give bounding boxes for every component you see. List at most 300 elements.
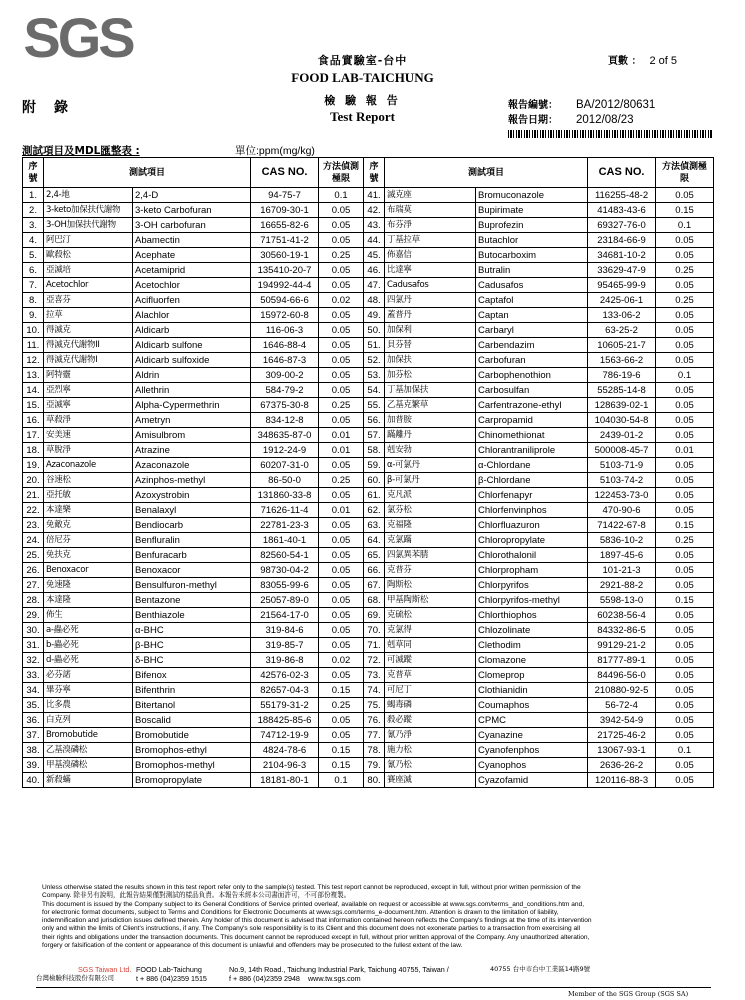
row-no: 78. (364, 743, 385, 758)
row-no: 68. (364, 593, 385, 608)
cas-no: 23184-66-9 (588, 233, 656, 248)
col-no-header: 序號 (23, 158, 44, 188)
row-no: 33. (23, 668, 44, 683)
item-name-en: Captan (476, 308, 588, 323)
mdl-value: 0.05 (319, 383, 364, 398)
mdl-value: 0.05 (319, 563, 364, 578)
mdl-value: 0.25 (319, 473, 364, 488)
table-row (23, 683, 714, 698)
item-name-zh: 免扶克 (44, 548, 133, 563)
item-name-en: Chloropropylate (476, 533, 588, 548)
cas-no: 21725-46-2 (588, 728, 656, 743)
mdl-value: 0.05 (319, 323, 364, 338)
item-name-zh: b-蟲必死 (44, 638, 133, 653)
row-no: 36. (23, 713, 44, 728)
cas-no: 5598-13-0 (588, 593, 656, 608)
row-no: 31. (23, 638, 44, 653)
row-no: 52. (364, 353, 385, 368)
row-no: 79. (364, 758, 385, 773)
item-name-en: Butocarboxim (476, 248, 588, 263)
page-label: 頁數 ： (608, 56, 642, 67)
cas-no: 18181-80-1 (251, 773, 319, 788)
row-no: 22. (23, 503, 44, 518)
cas-no: 1912-24-9 (251, 443, 319, 458)
row-no: 3. (23, 218, 44, 233)
disclaimer-line: their rights and obligations under the transaction documents. This document cannot be reproduced except in full, without prior written approval of the Company. Any unauthorized alteration, (42, 933, 590, 941)
item-name-zh: 2,4-地 (44, 188, 133, 203)
item-name-en: Chlorpropham (476, 563, 588, 578)
item-name-en: δ-BHC (133, 653, 251, 668)
mdl-value: 0.05 (319, 713, 364, 728)
mdl-value: 0.05 (319, 548, 364, 563)
item-name-zh: 比多農 (44, 698, 133, 713)
footer-lab-name: FOOD Lab-Taichung (136, 965, 202, 974)
cas-no: 116255-48-2 (588, 188, 656, 203)
cas-no: 584-79-2 (251, 383, 319, 398)
item-name-zh: 歐殺松 (44, 248, 133, 263)
cas-no: 500008-45-7 (588, 443, 656, 458)
mdl-value: 0.15 (656, 203, 714, 218)
item-name-zh: 克氯蹣 (385, 533, 476, 548)
item-name-zh: Bromobutide (44, 728, 133, 743)
row-no: 11. (23, 338, 44, 353)
mdl-value: 0.15 (319, 743, 364, 758)
item-name-zh: 免速隆 (44, 578, 133, 593)
item-name-zh: 亞烈寧 (44, 383, 133, 398)
row-no: 74. (364, 683, 385, 698)
item-name-zh: 白克列 (44, 713, 133, 728)
table-row (23, 293, 714, 308)
report-info (508, 98, 655, 128)
cas-no: 55285-14-8 (588, 383, 656, 398)
item-name-en: Amisulbrom (133, 428, 251, 443)
mdl-value: 0.05 (656, 188, 714, 203)
cas-no: 74712-19-9 (251, 728, 319, 743)
item-name-en: Bendiocarb (133, 518, 251, 533)
item-name-zh: 亞托敏 (44, 488, 133, 503)
unit-label: 單位:ppm(mg/kg) (235, 145, 315, 157)
item-name-zh: 克凡派 (385, 488, 476, 503)
mdl-value: 0.01 (319, 428, 364, 443)
table-row (23, 623, 714, 638)
item-name-en: Abamectin (133, 233, 251, 248)
item-name-zh: 草殺淨 (44, 413, 133, 428)
cas-no: 1646-88-4 (251, 338, 319, 353)
mdl-value: 0.25 (319, 698, 364, 713)
item-name-zh: 克普草 (385, 668, 476, 683)
item-name-zh: Benoxacor (44, 563, 133, 578)
table-caption: 測試項目及MDL匯整表 : (22, 145, 140, 157)
row-no: 51. (364, 338, 385, 353)
col-mdl-header: 方法偵測極限 (319, 158, 364, 188)
disclaimer-line: This document is issued by the Company subject to its General Conditions of Service printed overleaf, available on request or accessible at www.sgs.com/terms_and_conditions.htm and, (42, 900, 585, 908)
table-row (23, 608, 714, 623)
disclaimer-line: only and within the limits of Client's instructions, if any. The Company's sole responsibility is to its Client and this document does not exonerate parties to a transaction from exercising all (42, 925, 581, 933)
row-no: 75. (364, 698, 385, 713)
row-no: 15. (23, 398, 44, 413)
item-name-en: Benalaxyl (133, 503, 251, 518)
mdl-value: 0.05 (319, 413, 364, 428)
item-name-en: α-BHC (133, 623, 251, 638)
cas-no: 194992-44-4 (251, 278, 319, 293)
cas-no: 55179-31-2 (251, 698, 319, 713)
item-name-en: 2,4-D (133, 188, 251, 203)
mdl-value: 0.05 (656, 578, 714, 593)
item-name-zh: 賽座滅 (385, 773, 476, 788)
cas-no: 2636-26-2 (588, 758, 656, 773)
page-value: 2 of 5 (649, 55, 678, 67)
mdl-value: 0.05 (656, 683, 714, 698)
mdl-value: 0.01 (656, 443, 714, 458)
table-row (23, 263, 714, 278)
item-name-zh: 布芬淨 (385, 218, 476, 233)
table-row (23, 758, 714, 773)
mdl-value: 0.05 (656, 503, 714, 518)
item-name-zh: 拉草 (44, 308, 133, 323)
mdl-value: 0.05 (656, 773, 714, 788)
mdl-value: 0.05 (656, 548, 714, 563)
mdl-value: 0.05 (319, 638, 364, 653)
row-no: 54. (364, 383, 385, 398)
item-name-en: Bifenthrin (133, 683, 251, 698)
mdl-value: 0.05 (656, 473, 714, 488)
item-name-en: Chlorfenvinphos (476, 503, 588, 518)
cas-no: 3942-54-9 (588, 713, 656, 728)
row-no: 58. (364, 443, 385, 458)
mdl-table (22, 157, 714, 788)
disclaimer-line: Company. 除非另有說明，此報告結果僅對測試的樣品負責。本報告未經本公司書面許可，不可部份複製。 (42, 892, 351, 900)
cas-no: 94-75-7 (251, 188, 319, 203)
cas-no: 56-72-4 (588, 698, 656, 713)
mdl-value: 0.05 (319, 533, 364, 548)
row-no: 35. (23, 698, 44, 713)
item-name-en: Bromopropylate (133, 773, 251, 788)
cas-no: 1861-40-1 (251, 533, 319, 548)
item-name-en: Chlorothalonil (476, 548, 588, 563)
item-name-zh: Cadusafos (385, 278, 476, 293)
item-name-en: Aldicarb sulfoxide (133, 353, 251, 368)
item-name-zh: Acetochlor (44, 278, 133, 293)
table-row (23, 593, 714, 608)
item-name-en: Cyanofenphos (476, 743, 588, 758)
item-name-zh: 克硫松 (385, 608, 476, 623)
cas-no: 81777-89-1 (588, 653, 656, 668)
table-row (23, 743, 714, 758)
mdl-value: 0.05 (319, 623, 364, 638)
disclaimer-line: for electronic format documents, subject to Terms and Conditions for Electronic Documents at www.sgs.com/terms_e-document.htm. Attention is drawn to the limitation of liability, (42, 908, 559, 916)
mdl-value: 0.05 (319, 338, 364, 353)
cas-no: 2921-88-2 (588, 578, 656, 593)
table-row (23, 578, 714, 593)
item-name-en: Boscalid (133, 713, 251, 728)
report-date-label: 報告日期： (508, 115, 558, 126)
item-name-zh: 可滅蹤 (385, 653, 476, 668)
mdl-value: 0.05 (319, 593, 364, 608)
item-name-zh: 蝎毒磷 (385, 698, 476, 713)
mdl-value: 0.05 (319, 608, 364, 623)
item-name-zh: 加保扶 (385, 353, 476, 368)
item-name-en: Chlozolinate (476, 623, 588, 638)
table-row (23, 548, 714, 563)
mdl-value: 0.05 (656, 278, 714, 293)
cas-no: 42576-02-3 (251, 668, 319, 683)
mdl-value: 0.05 (319, 458, 364, 473)
item-name-en: Bromuconazole (476, 188, 588, 203)
row-no: 7. (23, 278, 44, 293)
item-name-en: Benthiazole (133, 608, 251, 623)
item-name-zh: 陶斯松 (385, 578, 476, 593)
item-name-zh: 蓋普丹 (385, 308, 476, 323)
row-no: 60. (364, 473, 385, 488)
disclaimer-line: indemnification and jurisdiction issues defined therein. Any holder of this document is advised that information contained hereon reflects the Company's findings at the time of its intervention (42, 917, 592, 925)
cas-no: 122453-73-0 (588, 488, 656, 503)
row-no: 28. (23, 593, 44, 608)
cas-no: 470-90-6 (588, 503, 656, 518)
item-name-en: Carpropamid (476, 413, 588, 428)
report-title-en: Test Report (330, 109, 395, 124)
cas-no: 5103-71-9 (588, 458, 656, 473)
row-no: 65. (364, 548, 385, 563)
item-name-zh: 殺必蹤 (385, 713, 476, 728)
row-no: 56. (364, 413, 385, 428)
row-no: 47. (364, 278, 385, 293)
mdl-value: 0.25 (656, 293, 714, 308)
item-name-en: Chlorthiophos (476, 608, 588, 623)
item-name-zh: 甲基溴磷松 (44, 758, 133, 773)
mdl-value: 0.05 (656, 458, 714, 473)
table-row (23, 233, 714, 248)
cas-no: 120116-88-3 (588, 773, 656, 788)
item-name-en: Chlorfenapyr (476, 488, 588, 503)
item-name-zh: 得滅克代謝物II (44, 338, 133, 353)
cas-no: 50594-66-6 (251, 293, 319, 308)
row-no: 42. (364, 203, 385, 218)
mdl-value: 0.1 (656, 743, 714, 758)
item-name-en: Acetochlor (133, 278, 251, 293)
row-no: 71. (364, 638, 385, 653)
cas-no: 1897-45-6 (588, 548, 656, 563)
mdl-value: 0.15 (656, 518, 714, 533)
item-name-zh: 得滅克 (44, 323, 133, 338)
lab-name-en: FOOD LAB-TAICHUNG (291, 70, 434, 85)
item-name-en: Bentazone (133, 593, 251, 608)
item-name-en: β-Chlordane (476, 473, 588, 488)
mdl-value: 0.05 (319, 263, 364, 278)
item-name-en: Azoxystrobin (133, 488, 251, 503)
table-row (23, 278, 714, 293)
item-name-zh: 可尼丁 (385, 683, 476, 698)
cas-no: 95465-99-9 (588, 278, 656, 293)
cas-no: 98730-04-2 (251, 563, 319, 578)
table-row (23, 728, 714, 743)
table-row (23, 398, 714, 413)
cas-no: 348635-87-0 (251, 428, 319, 443)
row-no: 9. (23, 308, 44, 323)
item-name-en: Clothianidin (476, 683, 588, 698)
item-name-zh: 比達寧 (385, 263, 476, 278)
item-name-en: Chlorpyrifos-methyl (476, 593, 588, 608)
item-name-zh: 安美速 (44, 428, 133, 443)
item-name-en: Acetamiprid (133, 263, 251, 278)
item-name-zh: 亞滅寧 (44, 398, 133, 413)
cas-no: 71422-67-8 (588, 518, 656, 533)
report-no-label: 報告編號： (508, 100, 558, 111)
item-name-zh: 必芬諾 (44, 668, 133, 683)
footer-address-en: No.9, 14th Road., Taichung Industrial Park, Taichung 40755, Taiwan / (229, 965, 449, 974)
item-name-zh: 四氯異苯腈 (385, 548, 476, 563)
mdl-value: 0.05 (656, 233, 714, 248)
mdl-value: 0.05 (656, 608, 714, 623)
table-header-row (23, 158, 714, 188)
row-no: 70. (364, 623, 385, 638)
mdl-value: 0.05 (319, 353, 364, 368)
row-no: 30. (23, 623, 44, 638)
col-cas-header: CAS NO. (588, 158, 656, 188)
mdl-value: 0.02 (319, 653, 364, 668)
row-no: 10. (23, 323, 44, 338)
mdl-value: 0.05 (319, 218, 364, 233)
item-name-en: 3-keto Carbofuran (133, 203, 251, 218)
table-row (23, 488, 714, 503)
row-no: 40. (23, 773, 44, 788)
row-no: 62. (364, 503, 385, 518)
item-name-en: Coumaphos (476, 698, 588, 713)
table-row (23, 563, 714, 578)
row-no: 67. (364, 578, 385, 593)
item-name-zh: 氯芬松 (385, 503, 476, 518)
table-row (23, 218, 714, 233)
mdl-value: 0.02 (319, 293, 364, 308)
mdl-value: 0.05 (319, 308, 364, 323)
item-name-en: Azaconazole (133, 458, 251, 473)
row-no: 46. (364, 263, 385, 278)
table-body (23, 188, 714, 788)
cas-no: 5103-74-2 (588, 473, 656, 488)
cas-no: 63-25-2 (588, 323, 656, 338)
row-no: 29. (23, 608, 44, 623)
mdl-value: 0.05 (656, 623, 714, 638)
row-no: 77. (364, 728, 385, 743)
row-no: 49. (364, 308, 385, 323)
item-name-zh: 施力松 (385, 743, 476, 758)
row-no: 8. (23, 293, 44, 308)
item-name-zh: 佈嘉信 (385, 248, 476, 263)
barcode (508, 130, 712, 138)
item-name-en: Buprofezin (476, 218, 588, 233)
row-no: 50. (364, 323, 385, 338)
table-row (23, 503, 714, 518)
row-no: 12. (23, 353, 44, 368)
row-no: 32. (23, 653, 44, 668)
mdl-value: 0.05 (656, 668, 714, 683)
item-name-zh: 阿特靈 (44, 368, 133, 383)
item-name-zh: 阿巴汀 (44, 233, 133, 248)
item-name-en: Chlorfluazuron (476, 518, 588, 533)
item-name-en: Allethrin (133, 383, 251, 398)
cas-no: 128639-02-1 (588, 398, 656, 413)
row-no: 4. (23, 233, 44, 248)
item-name-en: Carbaryl (476, 323, 588, 338)
mdl-value: 0.05 (656, 308, 714, 323)
report-title-block (260, 52, 465, 125)
cas-no: 71626-11-4 (251, 503, 319, 518)
row-no: 6. (23, 263, 44, 278)
cas-no: 22781-23-3 (251, 518, 319, 533)
mdl-value: 0.05 (656, 248, 714, 263)
cas-no: 82657-04-3 (251, 683, 319, 698)
item-name-en: β-BHC (133, 638, 251, 653)
item-name-en: Carbophenothion (476, 368, 588, 383)
item-name-zh: 谷速松 (44, 473, 133, 488)
appendix-heading: 附錄 (22, 100, 86, 116)
item-name-en: Ametryn (133, 413, 251, 428)
table-row (23, 668, 714, 683)
item-name-en: Bitertanol (133, 698, 251, 713)
cas-no: 319-86-8 (251, 653, 319, 668)
item-name-zh: 丁基加保扶 (385, 383, 476, 398)
item-name-zh: 本達樂 (44, 503, 133, 518)
mdl-value: 0.05 (319, 518, 364, 533)
item-name-en: Cadusafos (476, 278, 588, 293)
table-row (23, 188, 714, 203)
mdl-value: 0.05 (319, 203, 364, 218)
mdl-value: 0.05 (319, 728, 364, 743)
footer-fax: f + 886 (04)2359 2948 (229, 974, 300, 983)
disclaimer-line: Unless otherwise stated the results shown in this test report refer only to the sample(s) tested. This test report cannot be reproduced, except in full, without prior written permission of the (42, 884, 581, 891)
table-row (23, 638, 714, 653)
mdl-value: 0.15 (319, 683, 364, 698)
row-no: 24. (23, 533, 44, 548)
row-no: 5. (23, 248, 44, 263)
mdl-value: 0.05 (656, 728, 714, 743)
item-name-zh: 四氯丹 (385, 293, 476, 308)
item-name-en: Acephate (133, 248, 251, 263)
table-row (23, 653, 714, 668)
cas-no: 41483-43-6 (588, 203, 656, 218)
item-name-en: Chlorpyrifos (476, 578, 588, 593)
item-name-zh: 草脫淨 (44, 443, 133, 458)
item-name-en: Atrazine (133, 443, 251, 458)
cas-no: 1563-66-2 (588, 353, 656, 368)
mdl-value: 0.05 (319, 668, 364, 683)
cas-no: 82560-54-1 (251, 548, 319, 563)
row-no: 53. (364, 368, 385, 383)
row-no: 20. (23, 473, 44, 488)
item-name-zh: Azaconazole (44, 458, 133, 473)
item-name-zh: 畢芬寧 (44, 683, 133, 698)
item-name-en: Bifenox (133, 668, 251, 683)
table-row (23, 308, 714, 323)
item-name-zh: 3-OH加保扶代謝物 (44, 218, 133, 233)
item-name-en: Benfluralin (133, 533, 251, 548)
item-name-en: Bensulfuron-methyl (133, 578, 251, 593)
item-name-en: Chlorantraniliprole (476, 443, 588, 458)
table-row (23, 338, 714, 353)
item-name-zh: 布瑞莫 (385, 203, 476, 218)
item-name-zh: 貝芬替 (385, 338, 476, 353)
row-no: 14. (23, 383, 44, 398)
row-no: 72. (364, 653, 385, 668)
row-no: 48. (364, 293, 385, 308)
mdl-value: 0.1 (319, 188, 364, 203)
item-name-en: Cyazofamid (476, 773, 588, 788)
item-name-en: Benfuracarb (133, 548, 251, 563)
row-no: 76. (364, 713, 385, 728)
row-no: 23. (23, 518, 44, 533)
cas-no: 210880-92-5 (588, 683, 656, 698)
item-name-zh: 倍尼芬 (44, 533, 133, 548)
row-no: 19. (23, 458, 44, 473)
